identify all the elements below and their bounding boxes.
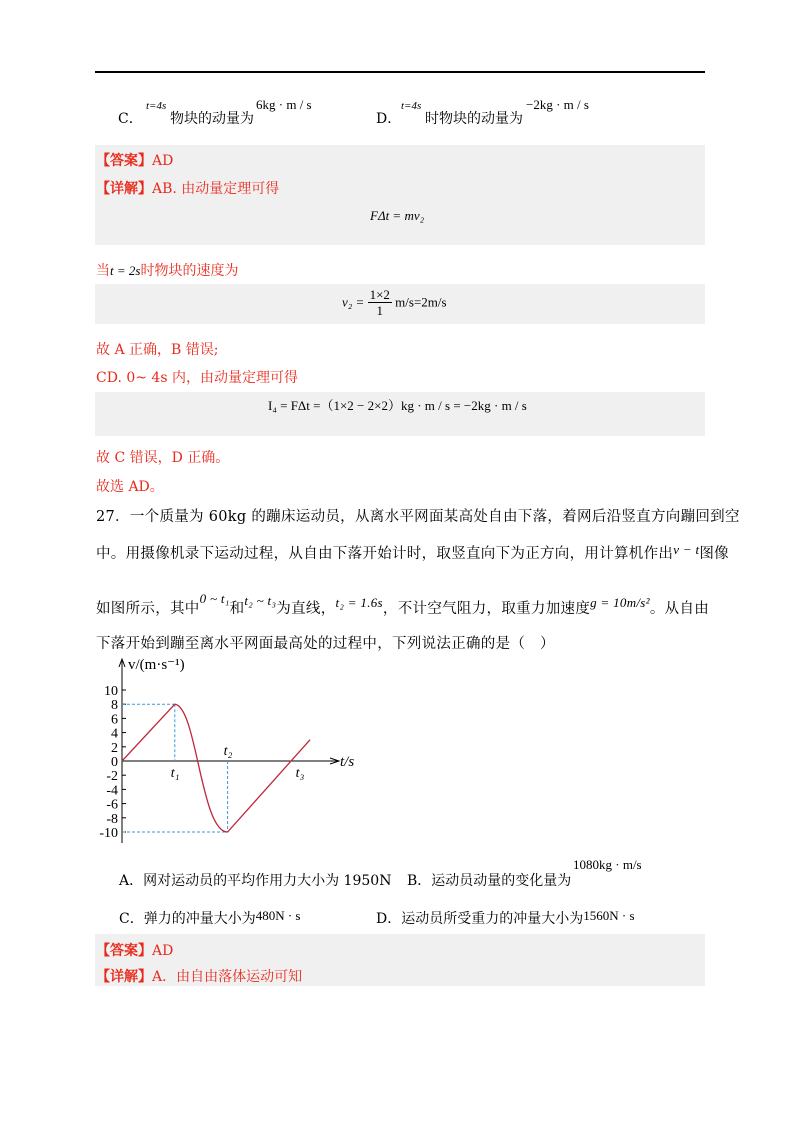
conclusion-c: 故 C 错误，D 正确。 xyxy=(96,450,230,466)
eq2-lhs: v₂ = xyxy=(342,294,365,310)
answer-tag-q27: 【答案】 xyxy=(96,943,152,959)
q2-post: 图像 xyxy=(699,546,729,562)
q3-range-1: 0 ~ t₁ xyxy=(199,591,230,606)
answer-line-q27 xyxy=(96,940,173,960)
detail-text-q27: A．由自由落体运动可知 xyxy=(152,969,303,985)
xtick-t3: t₃ xyxy=(295,766,305,781)
question-line-2 xyxy=(96,542,729,563)
q2-pre: 中。用摄像机录下运动过程，从自由下落开始计时，取竖直向下为正方向，用计算机作出 xyxy=(96,546,674,562)
y-tick-label: 6 xyxy=(111,712,118,728)
option-d-label: D． xyxy=(376,111,402,127)
question-line-4: 下落开始到蹦至离水平网面最高处的过程中，下列说法正确的是（ ） xyxy=(96,636,555,652)
answer-value-q27: AD xyxy=(152,943,174,959)
y-tick-label: 10 xyxy=(104,684,118,699)
xtick-t1: t₁ xyxy=(170,766,180,781)
y-tick-label: 2 xyxy=(111,740,118,756)
question-line-1: 27．一个质量为 60kg 的蹦床运动员，从离水平网面某高处自由下落，着网后沿竖直方向蹦回到空 xyxy=(96,509,740,525)
option-d-value-q27: 1560N · s xyxy=(583,908,635,923)
detail-text: AB. 由动量定理可得 xyxy=(152,181,280,197)
answer-value: AD xyxy=(152,153,174,169)
velocity-curve xyxy=(122,704,310,832)
when-pre: 当 xyxy=(96,263,110,279)
option-c-text: 物块的动量为 xyxy=(170,111,254,127)
option-d-text-q27: D．运动员所受重力的冲量大小为 xyxy=(376,911,584,927)
y-tick-label: -10 xyxy=(99,826,118,841)
option-c-prev xyxy=(118,108,143,128)
q3-c: 为直线， xyxy=(276,601,336,617)
q3-t2: t₂ = 1.6s xyxy=(335,595,383,610)
eq2-rhs: m/s=2m/s xyxy=(395,294,447,310)
option-c-value-q27: 480N · s xyxy=(255,908,301,923)
detail-line xyxy=(96,178,279,198)
header-rule xyxy=(95,71,705,73)
xtick-t2: t₂ xyxy=(223,744,233,759)
conclusion-final: 故选 AD。 xyxy=(96,479,164,495)
equation-2 xyxy=(342,287,447,318)
option-c xyxy=(119,908,301,928)
option-d-text: 时物块的动量为 xyxy=(425,111,523,127)
eq2-denominator: 1 xyxy=(376,303,383,318)
detail-tag: 【详解】 xyxy=(96,181,152,197)
x-axis-label: t/s xyxy=(340,754,355,770)
option-b-text: B．运动员动量的变化量为 xyxy=(407,873,572,889)
equation-1: FΔt = mv₂ xyxy=(370,208,425,223)
eq2-fraction xyxy=(368,287,392,318)
eq2-numerator: 1×2 xyxy=(369,287,390,302)
answer-tag: 【答案】 xyxy=(96,153,152,169)
q3-g: g = 10m/s² xyxy=(590,595,650,610)
option-d-time: t=4s xyxy=(401,100,422,112)
option-label: C． xyxy=(118,111,143,127)
q3-range-2: t₂ ~ t₃ xyxy=(244,593,277,608)
detail-tag-q27: 【详解】 xyxy=(96,969,152,985)
y-tick-label: 0 xyxy=(111,755,118,770)
when-time: t = 2s xyxy=(110,263,141,278)
y-tick-label: 8 xyxy=(111,698,118,714)
option-b-value: 1080kg · m/s xyxy=(573,857,642,872)
option-c-value: 6kg · m / s xyxy=(256,97,312,112)
q3-e: 。从自由 xyxy=(649,601,710,617)
vt-chart xyxy=(90,655,370,855)
option-d xyxy=(376,908,635,928)
q2-vt: v − t xyxy=(673,542,700,557)
q3-b: 和 xyxy=(229,601,245,617)
option-a: A．网对运动员的平均作用力大小为 1950N xyxy=(119,873,392,889)
y-tick-label: -4 xyxy=(106,783,118,799)
when-line xyxy=(96,260,238,280)
detail-line-q27 xyxy=(96,966,302,986)
question-line-3 xyxy=(96,591,709,618)
option-c-time: t=4s xyxy=(146,100,167,112)
answer-line xyxy=(96,150,173,170)
option-d-value: −2kg · m / s xyxy=(526,97,589,112)
equation-3: I₄ = FΔt =（1×2 − 2×2）kg · m / s = −2kg · m / s xyxy=(268,398,527,413)
when-post: 时物块的速度为 xyxy=(140,263,239,279)
cd-line: CD. 0~ 4s 内，由动量定理可得 xyxy=(96,370,298,386)
q3-a: 如图所示，其中 xyxy=(96,601,200,617)
y-tick-label: 4 xyxy=(111,726,118,742)
option-c-text-q27: C．弹力的冲量大小为 xyxy=(119,911,256,927)
y-tick-label: -8 xyxy=(106,811,118,827)
y-axis-label: v/(m·s⁻¹) xyxy=(128,657,185,673)
q3-d: ，不计空气阻力，取重力加速度 xyxy=(382,601,591,617)
conclusion-a: 故 A 正确，B 错误; xyxy=(96,342,219,358)
y-tick-label: -2 xyxy=(106,769,118,785)
y-tick-label: -6 xyxy=(106,797,118,813)
